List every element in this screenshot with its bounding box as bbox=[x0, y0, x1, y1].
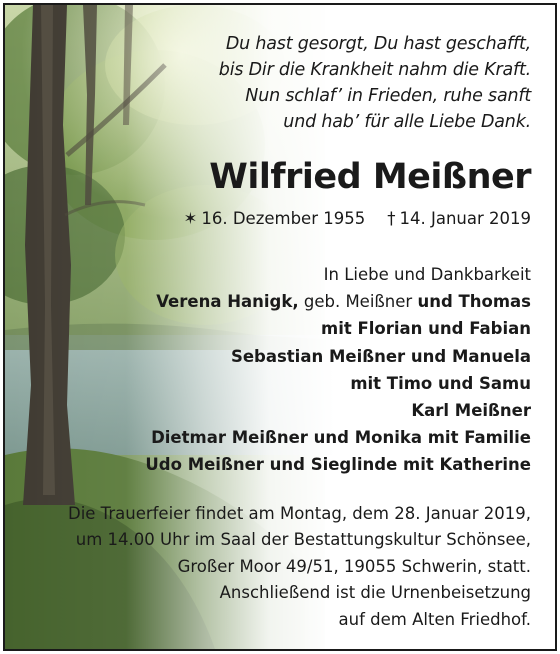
birth-star-icon: ✶ bbox=[183, 209, 198, 228]
service-line: Die Trauerfeier findet am Montag, dem 28. Januar 2019, bbox=[68, 504, 531, 523]
mourner-line: Karl Meißner bbox=[411, 401, 531, 421]
obituary-frame bbox=[3, 3, 557, 651]
mourner-name: Verena Hanigk, bbox=[156, 292, 299, 312]
service-line: Anschließend ist die Urnenbeisetzung bbox=[219, 583, 531, 603]
service-line: Großer Moor 49/51, 19055 Schwerin, statt. bbox=[177, 556, 531, 576]
poem-line: und hab’ für alle Liebe Dank. bbox=[283, 112, 531, 132]
birth-date: 16. Dezember 1955 bbox=[201, 209, 366, 228]
mourner-line: Dietmar Meißner und Monika mit Familie bbox=[151, 428, 531, 448]
mourner-line: mit Timo und Samu bbox=[350, 373, 531, 393]
mourner-line bbox=[145, 288, 531, 315]
service-line: auf dem Alten Friedhof. bbox=[338, 609, 531, 629]
mourner-name: und Thomas bbox=[417, 292, 531, 312]
mourner-line: Sebastian Meißner und Manuela bbox=[230, 346, 531, 366]
mourners-list bbox=[145, 261, 531, 479]
mourner-maiden-name: geb. Meißner bbox=[298, 292, 418, 312]
service-line: um 14.00 Uhr im Saal der Bestattungskultur Schönsee, bbox=[75, 530, 531, 550]
poem-line: Nun schlaf’ in Frieden, ruhe sanft bbox=[245, 86, 531, 106]
mourner-line: mit Florian und Fabian bbox=[321, 319, 531, 339]
memorial-poem bbox=[219, 31, 531, 135]
funeral-service-info bbox=[68, 501, 531, 633]
poem-line: Du hast gesorgt, Du hast geschafft, bbox=[225, 34, 531, 54]
death-cross-icon: † bbox=[387, 209, 396, 228]
deceased-name: Wilfried Meißner bbox=[209, 157, 531, 197]
death-date: 14. Januar 2019 bbox=[399, 209, 531, 228]
poem-line: bis Dir die Krankheit nahm die Kraft. bbox=[218, 60, 531, 80]
life-dates bbox=[184, 209, 531, 228]
mourner-line: Udo Meißner und Sieglinde mit Katherine bbox=[145, 455, 531, 475]
mourners-intro: In Liebe und Dankbarkeit bbox=[323, 265, 531, 284]
